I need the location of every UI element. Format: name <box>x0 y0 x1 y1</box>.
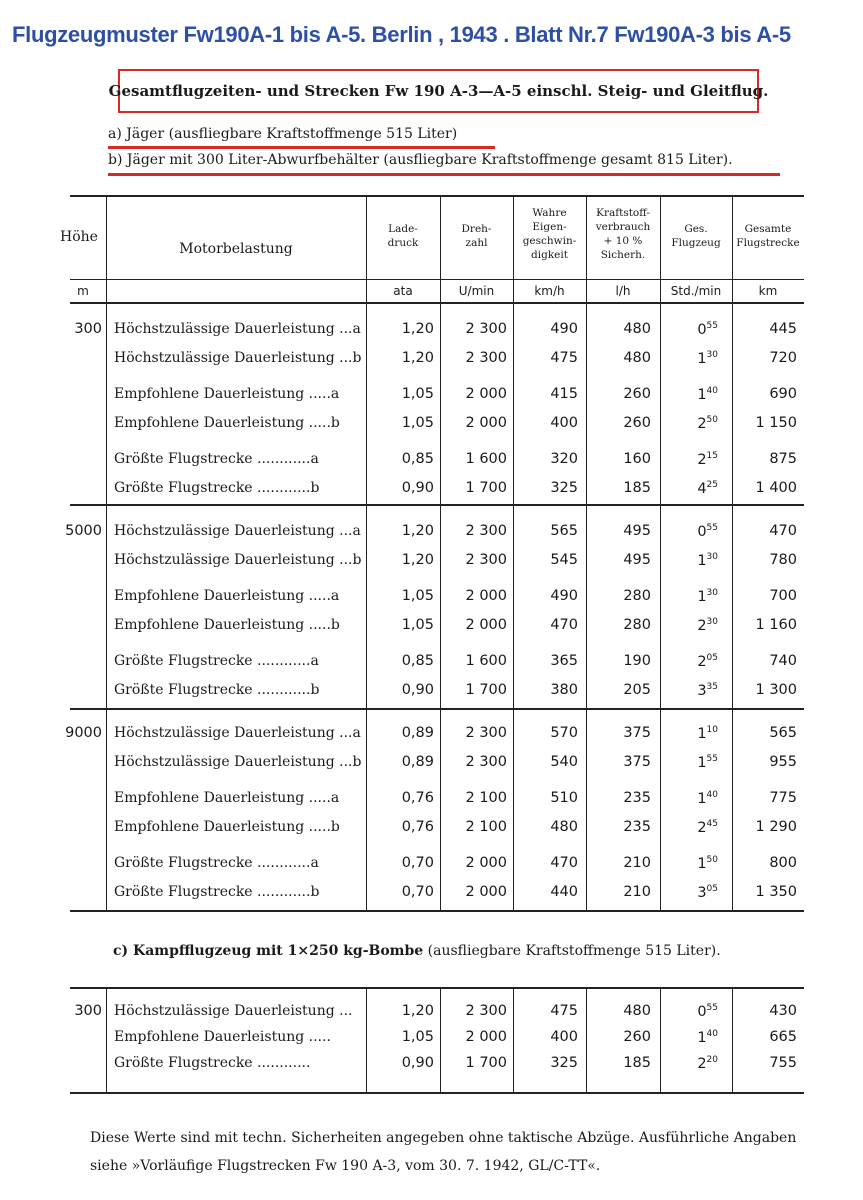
group-2-cell-ata: 0,70 <box>401 884 434 900</box>
col-header-ladedruck: Lade- druck <box>387 223 419 249</box>
time-hours: 2 <box>697 452 707 468</box>
group-0-cell-lh: 185 <box>623 480 651 496</box>
group-2-cell-lh: 375 <box>623 725 651 741</box>
group-1-row-label: Empfohlene Dauerleistung .....a <box>114 588 340 604</box>
group-c-cell-lh: 260 <box>623 1029 651 1045</box>
group-2-cell-rpm: 2 000 <box>465 884 507 900</box>
group-2-cell-kmh: 480 <box>550 819 578 835</box>
group-0-row-label: Höchstzulässige Dauerleistung ...a <box>114 321 361 337</box>
footer-line-2: siehe »Vorläufige Flugstrecken Fw 190 A-3, vom 30. 7. 1942, GL/C-TT«. <box>90 1158 601 1174</box>
group-c-cell-ata: 1,05 <box>401 1029 434 1045</box>
header-divider <box>70 279 804 280</box>
group-1-cell-time <box>660 617 718 634</box>
group-c-cell-rpm: 2 300 <box>465 1003 507 1019</box>
group-0-cell-lh: 480 <box>623 321 651 337</box>
time-hours: 2 <box>697 618 707 634</box>
group-1-cell-rpm: 2 300 <box>465 523 507 539</box>
section-b-underline <box>108 173 780 176</box>
group-rule-1 <box>70 504 804 506</box>
unit-drehzahl: U/min <box>458 284 495 298</box>
group-0-cell-km: 1 400 <box>755 480 797 496</box>
group-1-cell-rpm: 2 000 <box>465 588 507 604</box>
group-c-cell-time <box>660 1029 718 1046</box>
time-hours: 2 <box>697 820 707 836</box>
group-0-cell-kmh: 490 <box>550 321 578 337</box>
group-1-cell-lh: 280 <box>623 588 651 604</box>
time-minutes: 55 <box>706 1003 718 1013</box>
group-c-cell-lh: 185 <box>623 1055 651 1071</box>
time-hours: 1 <box>697 726 707 742</box>
group-2-cell-ata: 0,76 <box>401 819 434 835</box>
group-0-cell-time <box>660 321 718 338</box>
group-2-row-label: Empfohlene Dauerleistung .....b <box>114 819 340 835</box>
group-2-cell-ata: 0,89 <box>401 754 434 770</box>
group-c-cell-lh: 480 <box>623 1003 651 1019</box>
header-bottom-rule <box>70 302 804 304</box>
group-0-cell-km: 720 <box>769 350 797 366</box>
group-2-row-label: Höchstzulässige Dauerleistung ...b <box>114 754 362 770</box>
group-2-cell-ata: 0,89 <box>401 725 434 741</box>
group-0-cell-ata: 0,90 <box>401 480 434 496</box>
group-1-cell-lh: 495 <box>623 523 651 539</box>
group-1-cell-kmh: 565 <box>550 523 578 539</box>
group-0-cell-rpm: 2 300 <box>465 321 507 337</box>
group-1-cell-lh: 280 <box>623 617 651 633</box>
group-0-cell-rpm: 2 300 <box>465 350 507 366</box>
group-0-cell-lh: 160 <box>623 451 651 467</box>
group-0-row-label: Empfohlene Dauerleistung .....b <box>114 415 340 431</box>
table-bottom-rule <box>70 910 804 912</box>
section-c-heading-rest: (ausfliegbare Kraftstoffmenge 515 Liter). <box>423 943 721 959</box>
time-hours: 1 <box>697 791 707 807</box>
group-c-cell-rpm: 1 700 <box>465 1055 507 1071</box>
section-b-heading: b) Jäger mit 300 Liter-Abwurfbehälter (ausfliegbare Kraftstoffmenge gesamt 815 Liter). <box>108 152 733 168</box>
group-1-cell-time <box>660 682 718 699</box>
group-c-row-label: Höchstzulässige Dauerleistung ... <box>114 1003 353 1019</box>
group-0-cell-time <box>660 350 718 367</box>
group-c-cell-km: 755 <box>769 1055 797 1071</box>
group-c-cell-ata: 0,90 <box>401 1055 434 1071</box>
footer-line-1: Diese Werte sind mit techn. Sicherheiten angegeben ohne taktische Abzüge. Ausführliche Angaben <box>90 1130 797 1146</box>
col-header-geschw: Wahre Eigen- geschwin- digkeit <box>522 207 577 261</box>
group-0-cell-km: 1 150 <box>755 415 797 431</box>
group-rule-2 <box>70 708 804 710</box>
group-0-row-label: Empfohlene Dauerleistung .....a <box>114 386 340 402</box>
group-0-cell-kmh: 400 <box>550 415 578 431</box>
time-minutes: 10 <box>706 725 718 735</box>
col-rule-1 <box>106 195 107 910</box>
group-1-row-label: Größte Flugstrecke ............a <box>114 653 319 669</box>
group-2-cell-kmh: 470 <box>550 855 578 871</box>
time-minutes: 05 <box>706 653 718 663</box>
time-minutes: 30 <box>706 588 718 598</box>
group-2-row-label: Größte Flugstrecke ............b <box>114 884 320 900</box>
time-minutes: 05 <box>706 884 718 894</box>
section-a-underline <box>108 146 495 149</box>
group-2-row-label: Empfohlene Dauerleistung .....a <box>114 790 340 806</box>
section-a-heading: a) Jäger (ausfliegbare Kraftstoffmenge 515 Liter) <box>108 126 458 142</box>
group-1-cell-lh: 190 <box>623 653 651 669</box>
group-0-row-label: Größte Flugstrecke ............a <box>114 451 319 467</box>
bomb-col-rule-1 <box>106 987 107 1092</box>
group-0-cell-lh: 480 <box>623 350 651 366</box>
group-0-cell-kmh: 475 <box>550 350 578 366</box>
col-header-drehzahl: Dreh- zahl <box>461 223 492 249</box>
group-0-cell-rpm: 1 700 <box>465 480 507 496</box>
group-c-row-label: Größte Flugstrecke ............ <box>114 1055 311 1071</box>
group-1-cell-kmh: 545 <box>550 552 578 568</box>
time-hours: 0 <box>697 322 707 338</box>
group-1-cell-ata: 0,85 <box>401 653 434 669</box>
time-hours: 1 <box>697 755 707 771</box>
document-title-text: Gesamtflugzeiten- und Strecken Fw 190 A-3—A-5 einschl. Steig- und Gleitflug. <box>108 82 769 100</box>
group-1-cell-ata: 1,05 <box>401 588 434 604</box>
group-2-cell-km: 1 350 <box>755 884 797 900</box>
time-minutes: 40 <box>706 790 718 800</box>
group-2-row-label: Größte Flugstrecke ............a <box>114 855 319 871</box>
group-1-row-label: Höchstzulässige Dauerleistung ...a <box>114 523 361 539</box>
group-2-cell-time <box>660 790 718 807</box>
time-hours: 4 <box>697 481 707 497</box>
group-2-cell-km: 565 <box>769 725 797 741</box>
time-minutes: 25 <box>706 480 718 490</box>
group-0-cell-time <box>660 451 718 468</box>
group-2-cell-lh: 235 <box>623 819 651 835</box>
table-top-rule <box>70 195 804 197</box>
group-0-cell-kmh: 415 <box>550 386 578 402</box>
time-minutes: 15 <box>706 451 718 461</box>
group-0-cell-kmh: 320 <box>550 451 578 467</box>
group-0-cell-time <box>660 386 718 403</box>
bomb-table-bottom-rule <box>70 1092 804 1094</box>
group-0-cell-ata: 1,20 <box>401 321 434 337</box>
group-1-cell-ata: 1,20 <box>401 523 434 539</box>
group-1-cell-ata: 1,05 <box>401 617 434 633</box>
col-header-hoehe: Höhe <box>60 229 98 245</box>
group-0-cell-rpm: 2 000 <box>465 415 507 431</box>
section-c-heading <box>113 943 721 959</box>
group-2-cell-kmh: 440 <box>550 884 578 900</box>
group-2-cell-km: 800 <box>769 855 797 871</box>
group-1-cell-ata: 1,20 <box>401 552 434 568</box>
group-c-row-label: Empfohlene Dauerleistung ..... <box>114 1029 331 1045</box>
group-c-cell-kmh: 400 <box>550 1029 578 1045</box>
group-c-cell-kmh: 475 <box>550 1003 578 1019</box>
group-2-cell-time <box>660 754 718 771</box>
group-1-cell-time <box>660 552 718 569</box>
group-1-cell-km: 470 <box>769 523 797 539</box>
group-2-cell-time <box>660 884 718 901</box>
group-c-cell-rpm: 2 000 <box>465 1029 507 1045</box>
group-1-cell-km: 1 300 <box>755 682 797 698</box>
group-1-cell-kmh: 490 <box>550 588 578 604</box>
group-2-cell-rpm: 2 000 <box>465 855 507 871</box>
group-1-cell-km: 740 <box>769 653 797 669</box>
time-minutes: 55 <box>706 523 718 533</box>
group-1-height: 5000 <box>65 523 102 539</box>
group-1-row-label: Höchstzulässige Dauerleistung ...b <box>114 552 362 568</box>
group-1-row-label: Größte Flugstrecke ............b <box>114 682 320 698</box>
group-2-cell-km: 775 <box>769 790 797 806</box>
time-hours: 1 <box>697 553 707 569</box>
unit-flugzeug: Std./min <box>670 284 722 298</box>
time-minutes: 55 <box>706 754 718 764</box>
group-c-cell-time <box>660 1003 718 1020</box>
time-minutes: 50 <box>706 855 718 865</box>
group-1-cell-rpm: 2 300 <box>465 552 507 568</box>
col-header-verbrauch: Kraftstoff- verbrauch + 10 % Sicherh. <box>595 207 651 261</box>
time-hours: 1 <box>697 387 707 403</box>
group-0-height: 300 <box>74 321 102 337</box>
time-minutes: 45 <box>706 819 718 829</box>
time-minutes: 30 <box>706 552 718 562</box>
group-0-cell-time <box>660 480 718 497</box>
group-2-cell-km: 955 <box>769 754 797 770</box>
time-hours: 2 <box>697 416 707 432</box>
time-minutes: 40 <box>706 386 718 396</box>
bomb-table-top-rule <box>70 987 804 989</box>
col-header-flugzeug: Ges. Flugzeug <box>671 223 721 249</box>
time-hours: 1 <box>697 1030 707 1046</box>
unit-geschw: km/h <box>534 284 565 298</box>
unit-ladedruck: ata <box>393 284 413 298</box>
unit-strecke: km <box>758 284 778 298</box>
group-c-cell-ata: 1,20 <box>401 1003 434 1019</box>
group-0-cell-lh: 260 <box>623 415 651 431</box>
section-c-heading-bold: c) Kampfflugzeug mit 1×250 kg-Bombe <box>113 943 424 959</box>
group-1-cell-ata: 0,90 <box>401 682 434 698</box>
time-hours: 2 <box>697 1056 707 1072</box>
group-2-cell-lh: 375 <box>623 754 651 770</box>
group-0-cell-time <box>660 415 718 432</box>
group-2-cell-time <box>660 725 718 742</box>
time-minutes: 50 <box>706 415 718 425</box>
group-2-height: 9000 <box>65 725 102 741</box>
group-1-cell-kmh: 365 <box>550 653 578 669</box>
group-1-cell-rpm: 1 600 <box>465 653 507 669</box>
group-1-cell-lh: 495 <box>623 552 651 568</box>
col-header-motor: Motorbelastung <box>179 241 293 257</box>
group-2-cell-lh: 235 <box>623 790 651 806</box>
group-2-cell-rpm: 2 100 <box>465 790 507 806</box>
time-hours: 1 <box>697 589 707 605</box>
group-1-cell-lh: 205 <box>623 682 651 698</box>
group-0-cell-rpm: 2 000 <box>465 386 507 402</box>
group-2-cell-rpm: 2 300 <box>465 725 507 741</box>
time-minutes: 55 <box>706 321 718 331</box>
time-minutes: 30 <box>706 350 718 360</box>
group-c-cell-km: 665 <box>769 1029 797 1045</box>
time-hours: 0 <box>697 1004 707 1020</box>
group-2-cell-ata: 0,70 <box>401 855 434 871</box>
group-1-cell-rpm: 1 700 <box>465 682 507 698</box>
group-0-cell-kmh: 325 <box>550 480 578 496</box>
group-2-cell-rpm: 2 300 <box>465 754 507 770</box>
group-2-cell-rpm: 2 100 <box>465 819 507 835</box>
group-1-cell-rpm: 2 000 <box>465 617 507 633</box>
group-0-cell-lh: 260 <box>623 386 651 402</box>
group-1-cell-km: 1 160 <box>755 617 797 633</box>
time-hours: 3 <box>697 885 707 901</box>
group-1-cell-km: 780 <box>769 552 797 568</box>
group-0-row-label: Höchstzulässige Dauerleistung ...b <box>114 350 362 366</box>
group-c-height: 300 <box>74 1003 102 1019</box>
group-2-cell-time <box>660 819 718 836</box>
group-0-cell-ata: 0,85 <box>401 451 434 467</box>
group-1-cell-kmh: 470 <box>550 617 578 633</box>
page-header: Flugzeugmuster Fw190A-1 bis A-5. Berlin , 1943 . Blatt Nr.7 Fw190A-3 bis A-5 <box>12 22 791 47</box>
group-2-cell-lh: 210 <box>623 855 651 871</box>
document-title <box>108 69 769 113</box>
group-c-cell-km: 430 <box>769 1003 797 1019</box>
time-hours: 0 <box>697 524 707 540</box>
time-hours: 1 <box>697 351 707 367</box>
time-hours: 3 <box>697 683 707 699</box>
group-0-cell-km: 875 <box>769 451 797 467</box>
group-2-cell-lh: 210 <box>623 884 651 900</box>
group-0-cell-ata: 1,05 <box>401 386 434 402</box>
group-0-cell-km: 445 <box>769 321 797 337</box>
group-0-cell-ata: 1,20 <box>401 350 434 366</box>
group-2-row-label: Höchstzulässige Dauerleistung ...a <box>114 725 361 741</box>
group-0-cell-rpm: 1 600 <box>465 451 507 467</box>
unit-hoehe: m <box>77 284 89 298</box>
group-0-cell-km: 690 <box>769 386 797 402</box>
time-hours: 1 <box>697 856 707 872</box>
group-0-row-label: Größte Flugstrecke ............b <box>114 480 320 496</box>
group-1-cell-kmh: 380 <box>550 682 578 698</box>
time-minutes: 20 <box>706 1055 718 1065</box>
group-2-cell-kmh: 570 <box>550 725 578 741</box>
group-2-cell-kmh: 510 <box>550 790 578 806</box>
unit-verbrauch: l/h <box>615 284 631 298</box>
time-minutes: 30 <box>706 617 718 627</box>
group-2-cell-km: 1 290 <box>755 819 797 835</box>
group-0-cell-ata: 1,05 <box>401 415 434 431</box>
group-1-cell-km: 700 <box>769 588 797 604</box>
group-1-row-label: Empfohlene Dauerleistung .....b <box>114 617 340 633</box>
group-c-cell-kmh: 325 <box>550 1055 578 1071</box>
footer-note <box>90 1124 796 1180</box>
time-minutes: 40 <box>706 1029 718 1039</box>
group-1-cell-time <box>660 588 718 605</box>
group-2-cell-time <box>660 855 718 872</box>
col-header-strecke: Gesamte Flugstrecke <box>736 223 800 249</box>
time-minutes: 35 <box>706 682 718 692</box>
time-hours: 2 <box>697 654 707 670</box>
group-1-cell-time <box>660 523 718 540</box>
group-c-cell-time <box>660 1055 718 1072</box>
group-2-cell-ata: 0,76 <box>401 790 434 806</box>
group-1-cell-time <box>660 653 718 670</box>
group-2-cell-kmh: 540 <box>550 754 578 770</box>
